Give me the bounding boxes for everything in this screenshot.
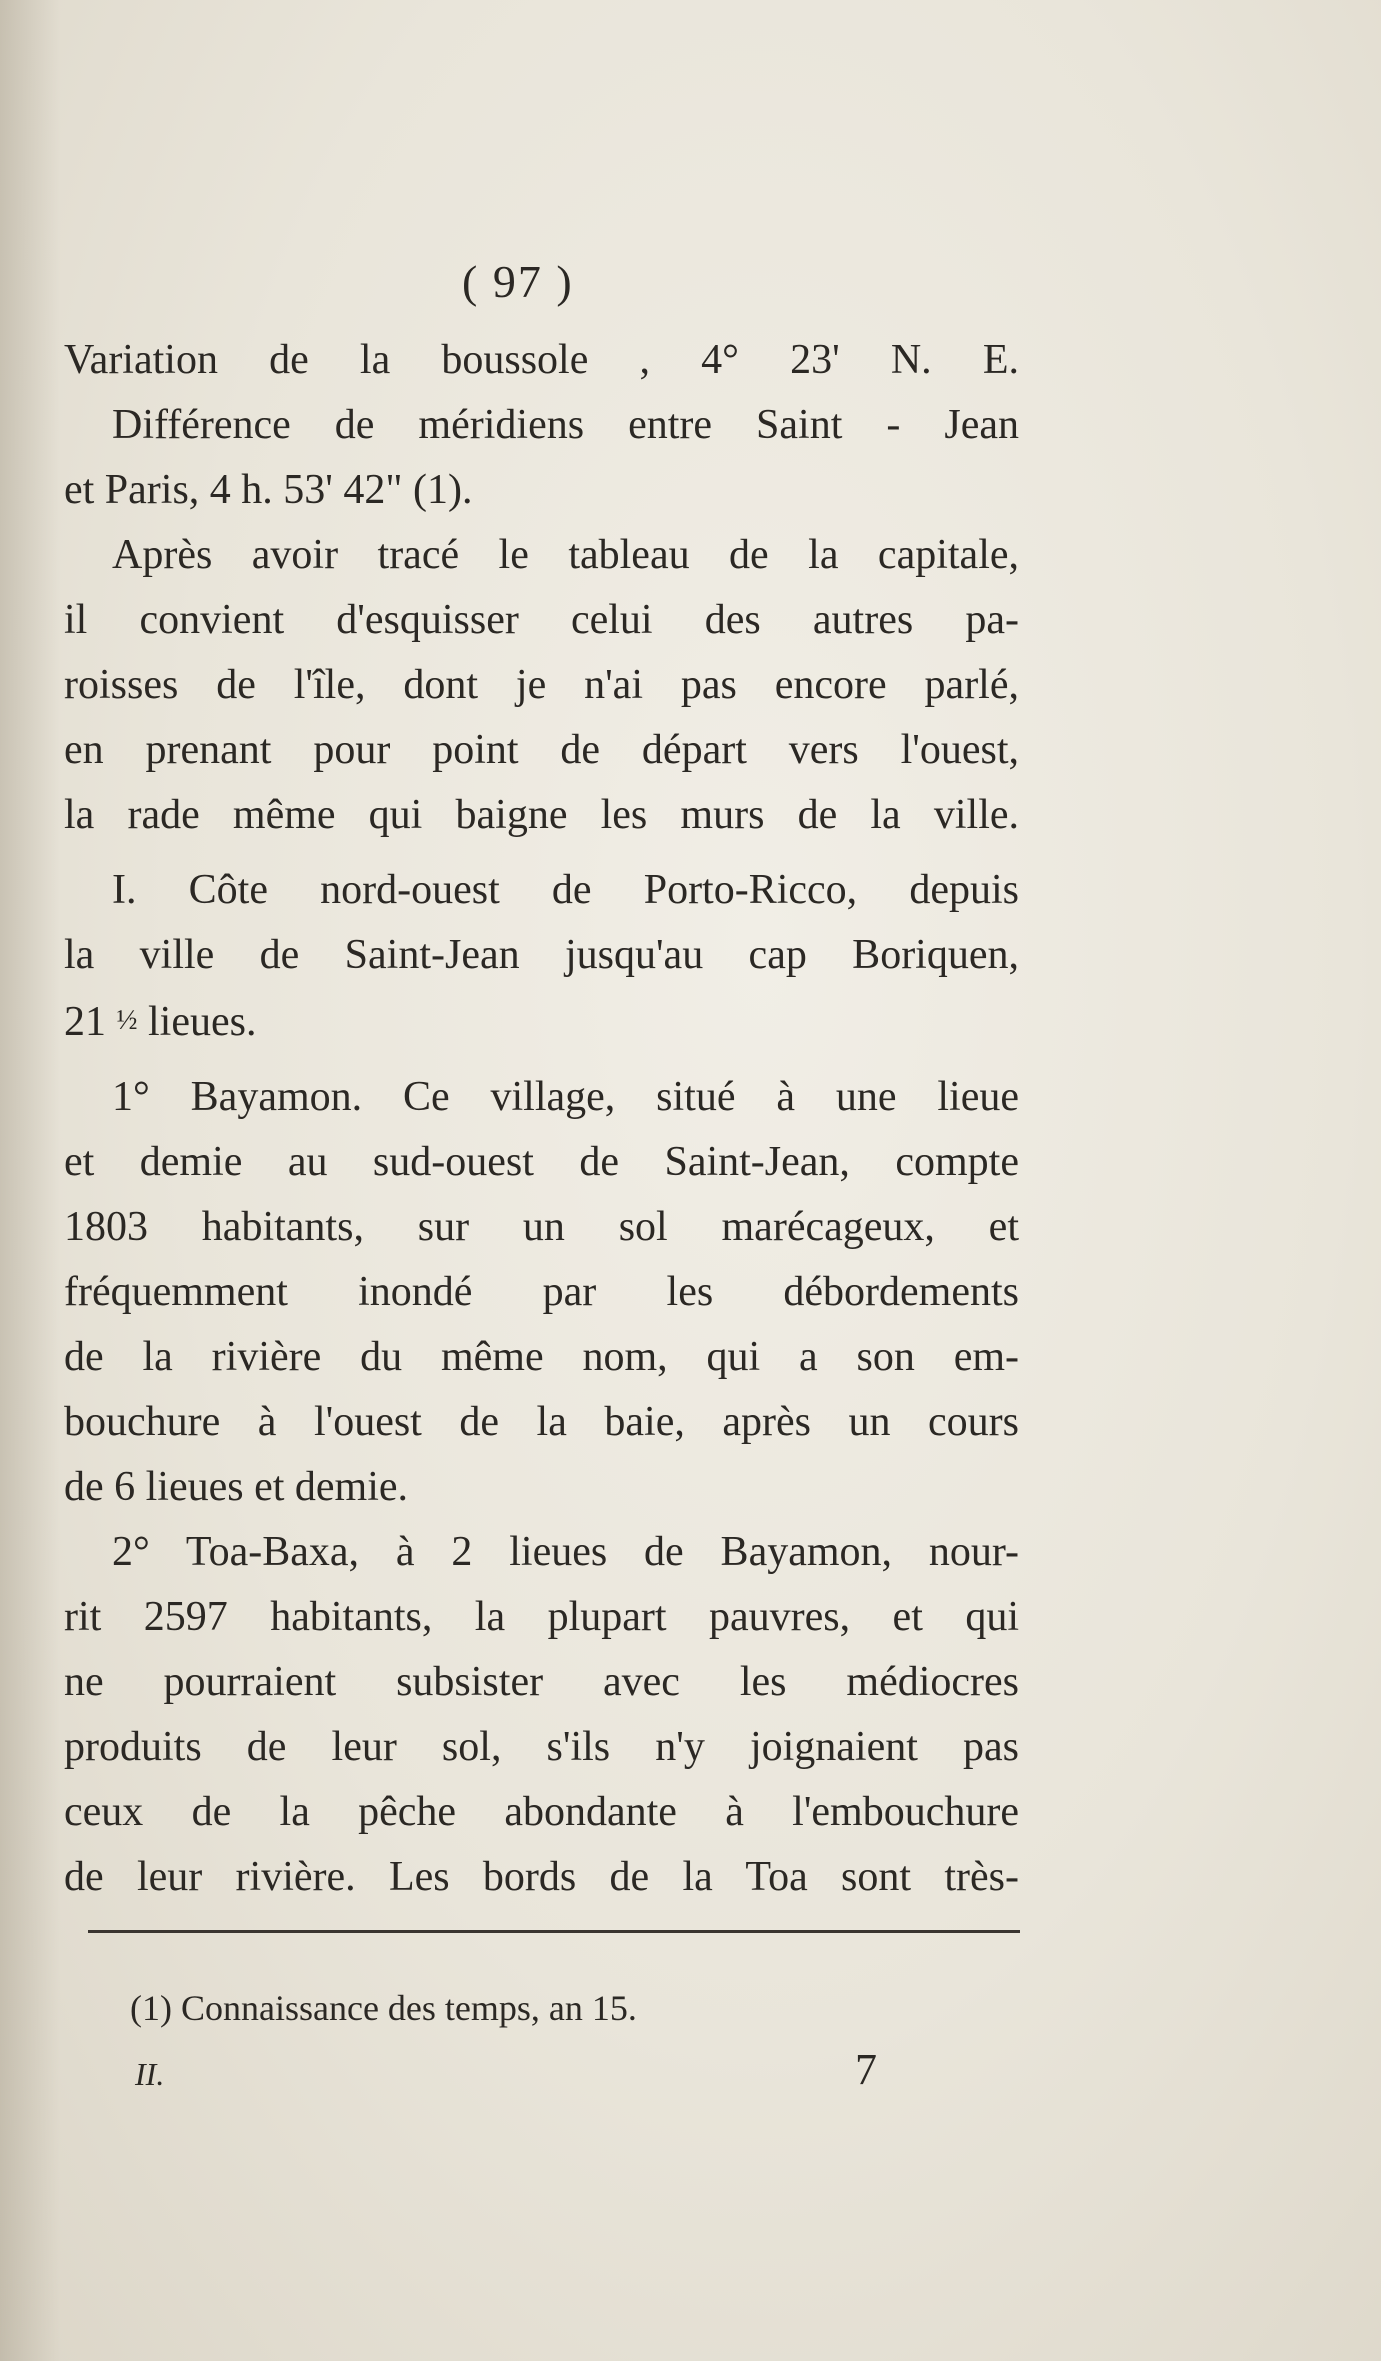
section-heading-line: la ville de Saint-Jean jusqu'au cap Boriquen, (64, 932, 1019, 978)
text-line: de 6 lieues et demie. (64, 1464, 409, 1510)
text-line: en prenant pour point de départ vers l'ouest, (64, 727, 1019, 773)
text-line: Variation de la boussole , 4° 23' N. E. (64, 337, 1019, 383)
text-line: de leur rivière. Les bords de la Toa sont très- (64, 1854, 1019, 1900)
footnote: (1) Connaissance des temps, an 15. (130, 1988, 637, 2028)
section-gap (64, 1055, 1019, 1065)
fraction-half: ½ (116, 1005, 138, 1036)
spine-shadow (0, 0, 60, 2361)
text-line: il convient d'esquisser celui des autres pa- (64, 597, 1019, 643)
signature-mark: II. (135, 2056, 165, 2092)
distance-unit: lieues. (148, 999, 257, 1045)
text-line: 1803 habitants, sur un sol marécageux, et (64, 1204, 1019, 1250)
text-line: bouchure à l'ouest de la baie, après un cours (64, 1399, 1019, 1445)
section-gap (64, 848, 1019, 858)
body-text (64, 328, 1019, 1910)
page-number: ( 97 ) (462, 256, 574, 307)
section-heading-line: I. Côte nord-ouest de Porto-Ricco, depuis (112, 867, 1019, 913)
text-line: ceux de la pêche abondante à l'embouchure (64, 1789, 1019, 1835)
text-line: Différence de méridiens entre Saint - Jean (112, 402, 1019, 448)
text-line: produits de leur sol, s'ils n'y joignaient pas (64, 1724, 1019, 1770)
text-line: fréquemment inondé par les débordements (64, 1269, 1019, 1315)
text-line: ne pourraient subsister avec les médiocres (64, 1659, 1019, 1705)
text-line: et demie au sud-ouest de Saint-Jean, compte (64, 1139, 1019, 1185)
text-line: la rade même qui baigne les murs de la ville. (64, 792, 1019, 838)
distance-number: 21 (64, 999, 106, 1045)
gathering-number: 7 (855, 2045, 877, 2094)
text-line: roisses de l'île, dont je n'ai pas encore parlé, (64, 662, 1019, 708)
text-line: rit 2597 habitants, la plupart pauvres, et qui (64, 1594, 1019, 1640)
text-line: et Paris, 4 h. 53' 42" (1). (64, 467, 473, 513)
text-line: 2° Toa-Baxa, à 2 lieues de Bayamon, nour- (112, 1529, 1019, 1575)
text-line: de la rivière du même nom, qui a son em- (64, 1334, 1019, 1380)
text-line: 1° Bayamon. Ce village, situé à une lieue (112, 1074, 1019, 1120)
footnote-rule (88, 1930, 1020, 1933)
section-heading-line (64, 988, 1019, 1055)
text-line: Après avoir tracé le tableau de la capitale, (112, 532, 1019, 578)
